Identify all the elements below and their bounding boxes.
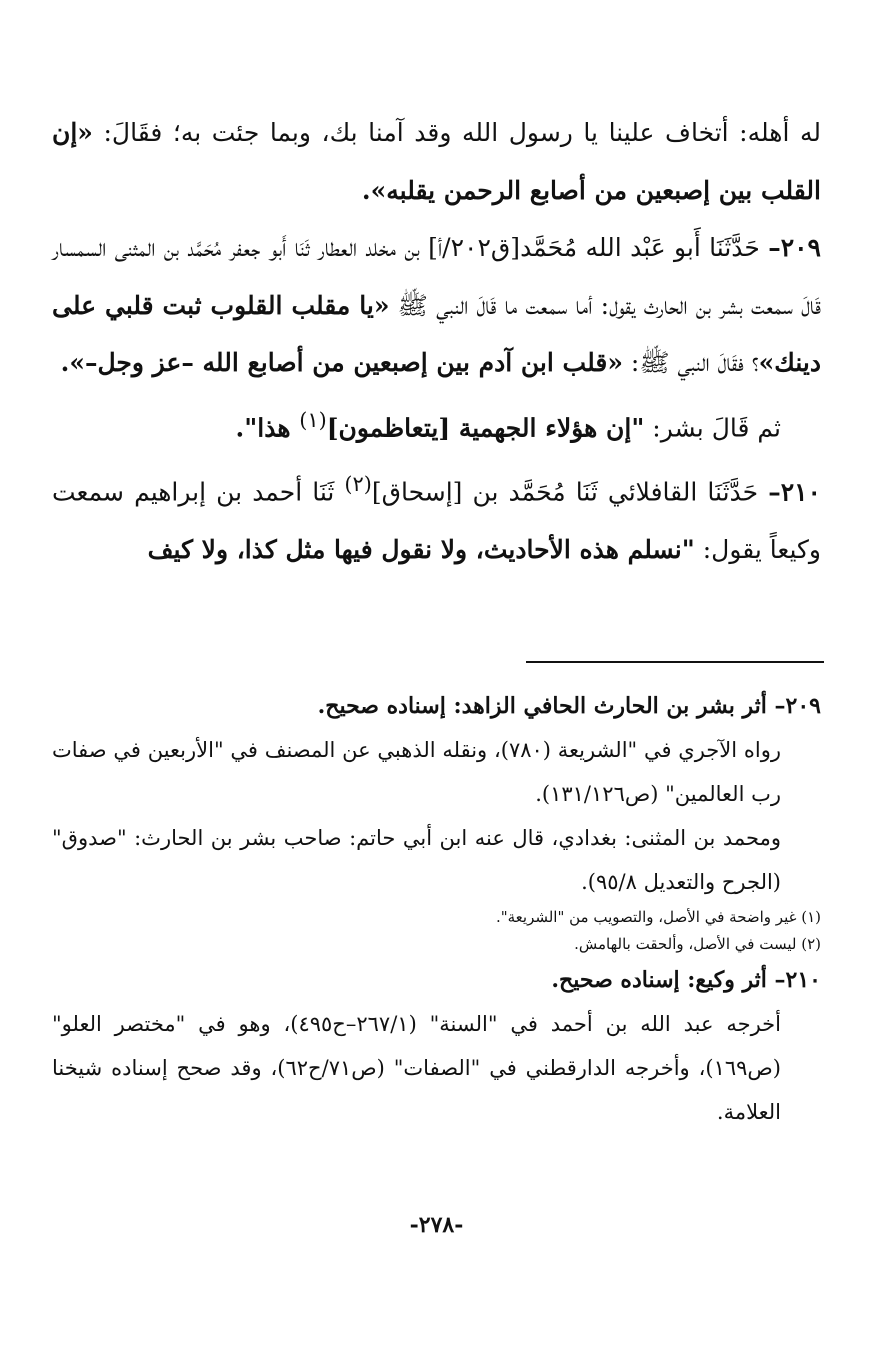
hadith-quote: «قلب ابن آدم بين إصبعين من أصابع الله –عز وجل–». bbox=[60, 348, 623, 377]
hadith-quote: «يا مقلب القلوب ثبت قلبي على دينك» bbox=[52, 290, 821, 377]
footnotes bbox=[52, 684, 821, 1134]
footnote-marker: (١) bbox=[299, 407, 327, 432]
narration-number: ٢١٠– bbox=[768, 477, 821, 507]
manuscript-ref: [ق٢٠٢/أ] bbox=[428, 233, 521, 262]
footnote-2: (٢) ليست في الأصل، وألحقت بالهامش. bbox=[574, 935, 821, 953]
note-210-body: أخرجه عبد الله بن أحمد في "السنة" (٢٦٧/١–ح٤٩٥)، وهو في "مختصر العلو" (ص١٦٩)، وأخرجه الدارقطني في "الصفات" (ص٧١/ح٦٢)، وقد صحح إسناده شيخنا العلامة. bbox=[52, 1012, 781, 1124]
note-209-body: رواه الآجري في "الشريعة (٧٨٠)، ونقله الذهبي عن المصنف في "الأربعين في صفات رب العالمين" (ص١٣١/١٢٦). bbox=[52, 738, 781, 806]
footnote-1: (١) غير واضحة في الأصل، والتصويب من "الشريعة". bbox=[495, 908, 821, 926]
narration-number: ٢٠٩– bbox=[768, 233, 821, 262]
page-number: -٢٧٨- bbox=[409, 1212, 464, 1238]
footnote-marker: (٢) bbox=[344, 472, 372, 497]
hadith-quote: «إن القلب بين إصبعين من أصابع الرحمن يقلبه». bbox=[52, 118, 821, 205]
quote: "نسلم هذه الأحاديث، ولا نقول فيها مثل كذا، ولا كيف bbox=[147, 535, 695, 565]
narration-209: ٢٠٩– حَدَّثَنَا أَبو عَبْد الله مُحَمَّد[ق٢٠٢/أ] بن مخلد العطار ثَنَا أَبو جعفر مُحَمَّد بن المثنى السمسار قَالَ سمعت بشر بن الحارث يقول: أما سمعت ما قَالَ النبي ﷺ «يا مقلب القلوب ثبت قلبي على دينك»؟ فقَالَ النبي ﷺ: «قلب ابن آدم بين إصبعين من أصابع الله –عز وجل–». bbox=[52, 233, 821, 377]
note-209-body-2: ومحمد بن المثنى: بغدادي، قال عنه ابن أبي حاتم: صاحب بشر بن الحارث: "صدوق" (الجرح والتعديل ٩٥/٨). bbox=[52, 826, 781, 894]
main-text bbox=[52, 104, 821, 579]
paragraph-continuation: له أهله: أتخاف علينا يا رسول الله وقد آمنا بك، وبما جئت به؛ فقَالَ: «إن القلب بين إصبعين من أصابع الرحمن يقلبه». bbox=[52, 118, 821, 205]
footnote-separator bbox=[526, 661, 824, 663]
narration-210: ٢١٠– حَدَّثَنَا القافلائي ثَنَا مُحَمَّد بن [إسحاق]$^{(٢)}$ ثَنَا أحمد بن إبراهيم سمعت وكيعاً يقول: "نسلم هذه الأحاديث، ولا نقول فيها مثل كذا، ولا كيف bbox=[52, 472, 821, 565]
note-209-heading: ٢٠٩– أثر بشر بن الحارث الحافي الزاهد: إسناده صحيح. bbox=[317, 693, 821, 719]
note-210-heading: ٢١٠– أثر وكيع: إسناده صحيح. bbox=[551, 967, 821, 993]
bishr-statement: ثم قَالَ بشر: "إن هؤلاء الجهمية [يتعاظمون]$^{(١)}$ هذا". bbox=[235, 407, 781, 442]
